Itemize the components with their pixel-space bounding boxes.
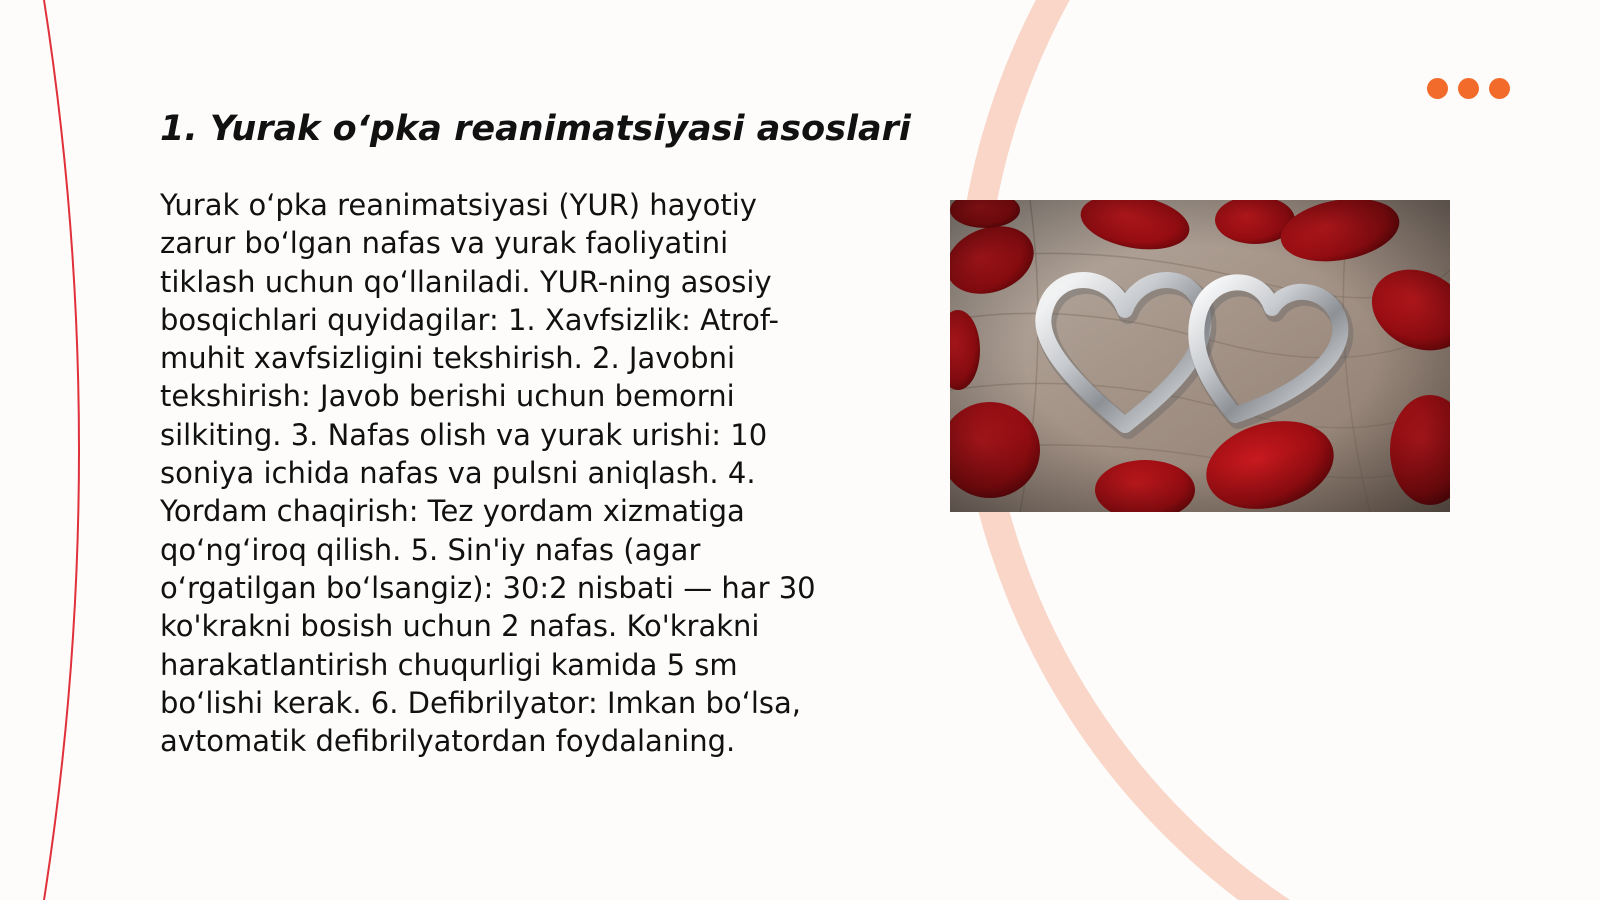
- dot-icon: [1427, 78, 1448, 99]
- hearts-petals-photo: [950, 200, 1450, 512]
- menu-dots: [1427, 78, 1510, 99]
- slide-body-text: Yurak oʻpka reanimatsiyasi (YUR) hayotiy zarur boʻlgan nafas va yurak faoliyatini tiklash uchun qoʻllaniladi. YUR-ning asosiy bosqichlari quyidagilar: 1. Xavfsizlik: Atrof-muhit xavfsizligini tekshirish. 2. Javobni tekshirish: Javob berishi uchun bemorni silkiting. 3. Nafas olish va yurak urishi: 10 soniya ichida nafas va pulsni aniqlash. 4. Yordam chaqirish: Tez yordam xizmatiga qoʻngʻiroq qilish. 5. Sin'iy nafas (agar oʻrgatilgan boʻlsangiz): 30:2 nisbati — har 30 ko'krakni bosish uchun 2 nafas. Ko'krakni harakatlantirish chuqurligi kamida 5 sm boʻlishi kerak. 6. Defibrilyator: Imkan boʻlsa, avtomatik defibrilyatordan foydalaning.: [160, 188, 816, 759]
- dot-icon: [1458, 78, 1479, 99]
- slide-title: 1. Yurak oʻpka reanimatsiyasi asoslari: [160, 109, 911, 149]
- dot-icon: [1489, 78, 1510, 99]
- left-red-curve: [44, 0, 79, 900]
